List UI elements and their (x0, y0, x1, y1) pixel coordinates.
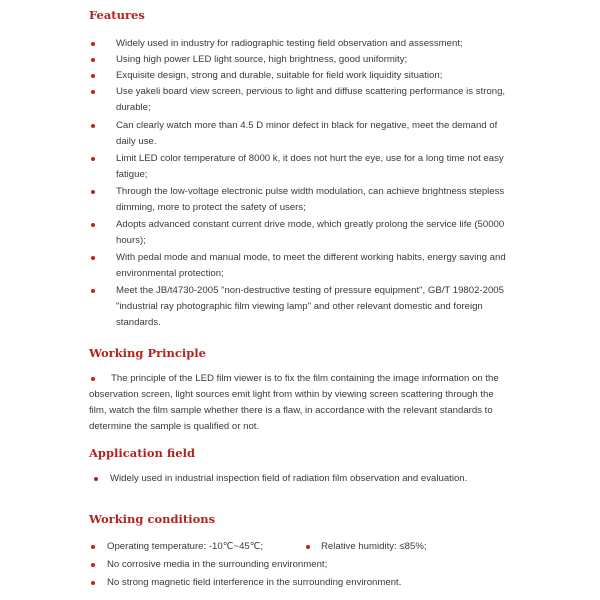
feature-item: Use yakeli board view screen, pervious to light and diffuse scattering performance is strong, durable; (116, 86, 506, 113)
condition-item: No strong magnetic field interference in the surrounding environment. (107, 577, 402, 588)
working-principle-heading: Working Principle (89, 346, 206, 360)
bullet-icon (91, 90, 95, 94)
features-heading: Features (89, 8, 145, 22)
bullet-icon (306, 545, 310, 549)
bullet-icon (91, 157, 95, 161)
bullet-icon (91, 74, 95, 78)
bullet-icon (91, 289, 95, 293)
working-conditions-heading: Working conditions (89, 512, 216, 526)
feature-item: Widely used in industry for radiographic testing field observation and assessment; (116, 38, 463, 49)
humidity-condition: Relative humidity: ≤85%; (321, 541, 427, 552)
bullet-icon (91, 190, 95, 194)
feature-item: With pedal mode and manual mode, to meet the different working habits, energy saving and environmental protection; (116, 252, 506, 279)
feature-item: Through the low-voltage electronic pulse width modulation, can achieve brightness stepless dimming, more to protect the safety of users; (116, 186, 505, 213)
bullet-icon (91, 581, 95, 585)
bullet-icon (91, 545, 95, 549)
bullet-icon (91, 124, 95, 128)
bullet-icon (91, 256, 95, 260)
feature-item: Meet the JB/t4730-2005 "non-destructive testing of pressure equipment", GB/T 19802-2005 "industrial ray photographic film viewing lamp" and other relevant domestic and foreign standards. (116, 285, 504, 328)
feature-item: Using high power LED light source, high brightness, good uniformity; (116, 54, 408, 65)
temperature-condition: Operating temperature: -10℃~45℃; (107, 541, 264, 552)
condition-item: No corrosive media in the surrounding environment; (107, 559, 328, 570)
bullet-icon (91, 223, 95, 227)
bullet-icon (91, 42, 95, 46)
application-item: Widely used in industrial inspection field of radiation film observation and evaluation. (110, 473, 468, 484)
application-field-heading: Application field (89, 446, 195, 460)
bullet-icon (91, 563, 95, 567)
bullet-icon (91, 58, 95, 62)
feature-item: Limit LED color temperature of 8000 k, it does not hurt the eye, use for a long time not easy fatigue; (116, 153, 504, 180)
feature-item: Adopts advanced constant current drive mode, which greatly prolong the service life (50000 hours); (116, 219, 505, 246)
working-principle-text: The principle of the LED film viewer is to fix the film containing the image information on the observation screen, light sources emit light from within by viewing screen scattering through the film, watch the film sample whether there is a flaw, in accordance with the relevant standards to determine the sample is qualified or not. (89, 373, 499, 432)
bullet-icon (94, 477, 98, 481)
feature-item: Can clearly watch more than 4.5 D minor defect in black for negative, meet the demand of daily use. (116, 120, 498, 147)
feature-item: Exquisite design, strong and durable, suitable for field work liquidity situation; (116, 70, 443, 81)
